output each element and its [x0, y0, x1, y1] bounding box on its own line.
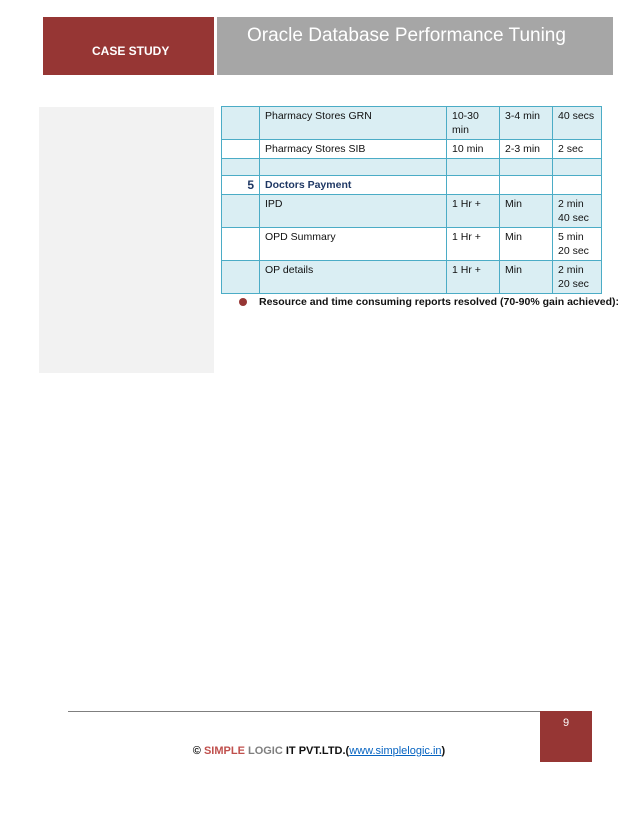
case-study-label-box [43, 17, 214, 75]
report-name-cell: OP details [260, 261, 447, 294]
tuned-time-cell: 2 min 20 sec [553, 261, 602, 294]
table-row [222, 140, 602, 159]
table-row [222, 107, 602, 140]
after-time-cell: 2-3 min [500, 140, 553, 159]
section-title-cell: Doctors Payment [260, 176, 447, 195]
row-number-cell [222, 140, 260, 159]
report-name-cell [260, 159, 447, 176]
tuned-time-cell [553, 176, 602, 195]
after-time-cell [500, 176, 553, 195]
after-time-cell: Min [500, 228, 553, 261]
bullet-dot-icon [239, 298, 247, 306]
company-name: IT PVT.LTD.( [285, 745, 350, 757]
copyright-symbol: © [192, 745, 201, 757]
table-row [222, 228, 602, 261]
footer-copyright [0, 745, 638, 757]
after-time-cell: Min [500, 261, 553, 294]
table-row [222, 176, 602, 195]
row-number-cell [222, 159, 260, 176]
before-time-cell: 10 min [447, 140, 500, 159]
before-time-cell: 1 Hr + [447, 261, 500, 294]
row-number-cell [222, 195, 260, 228]
after-time-cell: 3-4 min [500, 107, 553, 140]
report-name-cell: OPD Summary [260, 228, 447, 261]
bullet-text: Resource and time consuming reports resolved (70-90% gain achieved): [259, 296, 620, 308]
report-name-cell: Pharmacy Stores SIB [260, 140, 447, 159]
close-paren: ) [441, 745, 446, 757]
side-panel [39, 107, 214, 373]
before-time-cell: 10-30 min [447, 107, 500, 140]
row-number-cell [222, 228, 260, 261]
brand-simple: SIMPLE [203, 745, 245, 757]
before-time-cell: 1 Hr + [447, 228, 500, 261]
report-name-cell: Pharmacy Stores GRN [260, 107, 447, 140]
before-time-cell [447, 176, 500, 195]
website-link[interactable]: www.simplelogic.in [349, 745, 442, 757]
tuned-time-cell [553, 159, 602, 176]
tuned-time-cell: 2 sec [553, 140, 602, 159]
tuned-time-cell: 2 min 40 sec [553, 195, 602, 228]
row-number-cell: 5 [222, 176, 260, 195]
after-time-cell [500, 159, 553, 176]
report-name-cell: IPD [260, 195, 447, 228]
case-study-label: CASE STUDY [92, 44, 170, 58]
table-row [222, 261, 602, 294]
row-number-cell [222, 261, 260, 294]
tuned-time-cell: 40 secs [553, 107, 602, 140]
tuned-time-cell: 5 min 20 sec [553, 228, 602, 261]
row-number-cell [222, 107, 260, 140]
table-row [222, 195, 602, 228]
document-title-box [217, 17, 613, 75]
brand-logic: LOGIC [247, 745, 283, 757]
bullet-item [239, 296, 619, 308]
footer-divider [68, 711, 540, 712]
page-number: 9 [562, 717, 570, 729]
performance-table [221, 106, 602, 294]
after-time-cell: Min [500, 195, 553, 228]
before-time-cell: 1 Hr + [447, 195, 500, 228]
table-row [222, 159, 602, 176]
document-title: Oracle Database Performance Tuning [247, 25, 566, 46]
before-time-cell [447, 159, 500, 176]
